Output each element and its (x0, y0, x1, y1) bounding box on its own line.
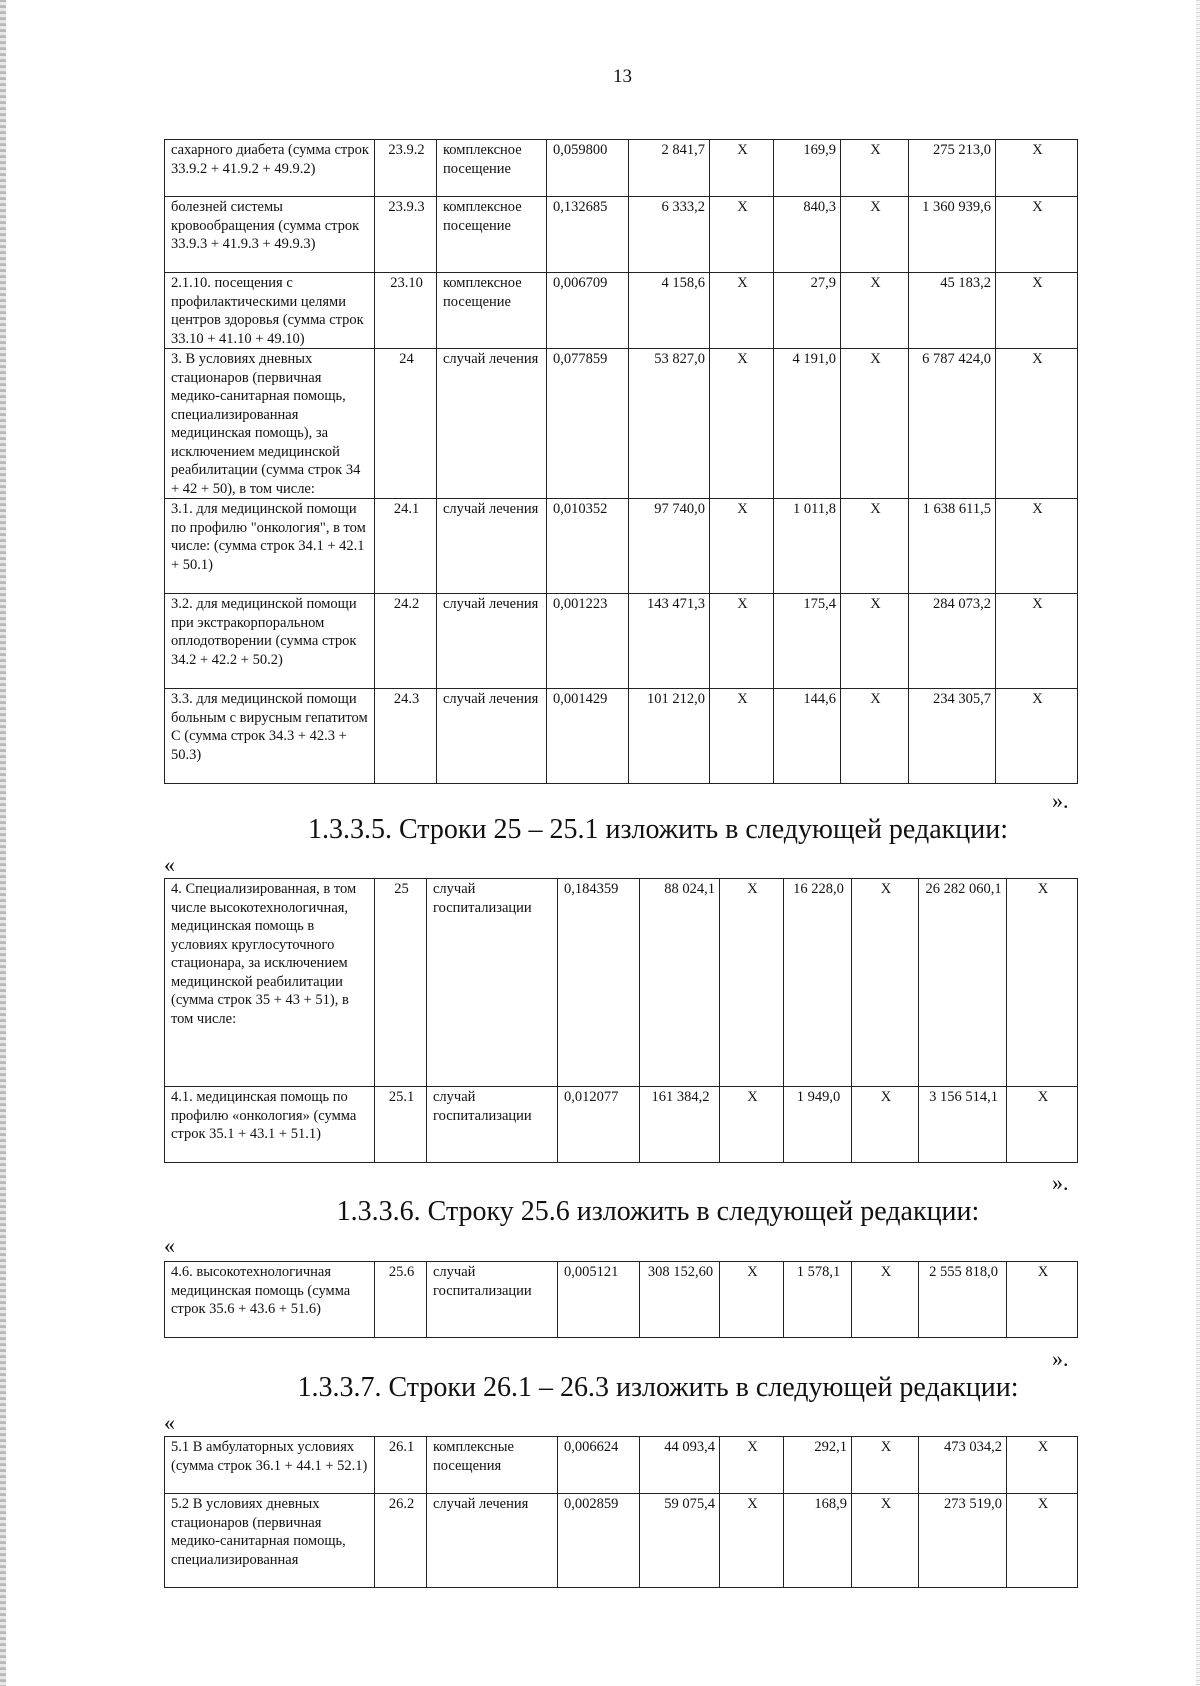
row-label: 4. Специализированная, в том числе высокотехнологичная, медицинская помощь в условиях круглосуточного стационара, за исключением медицинской реабилитации (сумма строк 35 + 43 + 51), в том числе: (165, 879, 375, 1087)
row-x3: X (1007, 1262, 1078, 1338)
scan-left-edge (0, 0, 6, 1686)
row-x1: X (720, 1437, 784, 1494)
row-code: 24.3 (375, 689, 437, 784)
row-cost: 101 212,0 (629, 689, 710, 784)
row-x1: X (720, 1087, 784, 1163)
row-code: 23.9.2 (375, 140, 437, 197)
row-x2: X (852, 1087, 919, 1163)
row-unit: случай лечения (437, 594, 547, 689)
row-unit: случай лечения (437, 499, 547, 594)
row-norm: 0,006709 (547, 273, 629, 349)
table-row (165, 1087, 1078, 1163)
row-x2: X (841, 140, 909, 197)
row-code: 24.1 (375, 499, 437, 594)
row-unit: случай лечения (427, 1494, 558, 1588)
row-total: 2 555 818,0 (919, 1262, 1007, 1338)
row-cost: 2 841,7 (629, 140, 710, 197)
row-code: 25.1 (375, 1087, 427, 1163)
row-code: 24.2 (375, 594, 437, 689)
row-x2: X (841, 689, 909, 784)
row-label: 5.2 В условиях дневных стационаров (первичная медико-санитарная помощь, специализированная (165, 1494, 375, 1588)
row-norm: 0,010352 (547, 499, 629, 594)
row-x1: X (710, 499, 774, 594)
row-x1: X (710, 349, 774, 499)
row-x1: X (710, 140, 774, 197)
row-cost: 59 075,4 (640, 1494, 720, 1588)
row-total: 234 305,7 (909, 689, 996, 784)
row-code: 23.9.3 (375, 197, 437, 273)
table-rows-25 (164, 878, 1078, 1163)
row-x3: X (996, 197, 1078, 273)
row-norm: 0,077859 (547, 349, 629, 499)
row-cost: 4 158,6 (629, 273, 710, 349)
row-label: 4.1. медицинская помощь по профилю «онкология» (сумма строк 35.1 + 43.1 + 51.1) (165, 1087, 375, 1163)
row-unit: случай госпитализации (427, 1262, 558, 1338)
row-x3: X (996, 349, 1078, 499)
row-label: 3.3. для медицинской помощи больным с вирусным гепатитом С (сумма строк 34.3 + 42.3 + 50.3) (165, 689, 375, 784)
row-total: 275 213,0 (909, 140, 996, 197)
row-x2: X (852, 1262, 919, 1338)
row-unit: случай лечения (437, 689, 547, 784)
row-x1: X (720, 1494, 784, 1588)
row-total: 1 360 939,6 (909, 197, 996, 273)
section-heading: 1.3.3.6. Строку 25.6 изложить в следующей редакции: (336, 1196, 980, 1227)
row-norm: 0,001223 (547, 594, 629, 689)
row-norm: 0,059800 (547, 140, 629, 197)
table-rows-23-24 (164, 139, 1078, 784)
row-x3: X (996, 499, 1078, 594)
row-per-capita: 16 228,0 (784, 879, 852, 1087)
row-code: 26.2 (375, 1494, 427, 1588)
row-cost: 53 827,0 (629, 349, 710, 499)
table-row (165, 594, 1078, 689)
row-total: 284 073,2 (909, 594, 996, 689)
table-row (165, 1262, 1078, 1338)
row-x1: X (710, 594, 774, 689)
row-x3: X (996, 273, 1078, 349)
row-per-capita: 1 011,8 (774, 499, 841, 594)
table-row (165, 273, 1078, 349)
row-x2: X (841, 273, 909, 349)
row-total: 6 787 424,0 (909, 349, 996, 499)
opening-quote: « (164, 852, 175, 877)
row-x3: X (996, 140, 1078, 197)
row-unit: комплексное посещение (437, 140, 547, 197)
row-cost: 161 384,2 (640, 1087, 720, 1163)
section-heading: 1.3.3.7. Строки 26.1 – 26.3 изложить в следующей редакции: (297, 1372, 1019, 1403)
table-row (165, 349, 1078, 499)
row-x3: X (1007, 1494, 1078, 1588)
row-x2: X (852, 879, 919, 1087)
row-label: 2.1.10. посещения с профилактическими целями центров здоровья (сумма строк 33.10 + 41.10 + 49.10) (165, 273, 375, 349)
row-label: 4.6. высокотехнологичная медицинская помощь (сумма строк 35.6 + 43.6 + 51.6) (165, 1262, 375, 1338)
row-norm: 0,002859 (558, 1494, 640, 1588)
row-unit: комплексное посещение (437, 273, 547, 349)
row-x1: X (720, 1262, 784, 1338)
row-x3: X (996, 689, 1078, 784)
row-unit: случай лечения (437, 349, 547, 499)
row-norm: 0,012077 (558, 1087, 640, 1163)
row-code: 25.6 (375, 1262, 427, 1338)
closing-quote: ». (1052, 788, 1069, 813)
opening-quote: « (164, 1410, 175, 1435)
row-x1: X (720, 879, 784, 1087)
row-cost: 44 093,4 (640, 1437, 720, 1494)
row-x2: X (852, 1437, 919, 1494)
row-x3: X (1007, 1087, 1078, 1163)
section-heading: 1.3.3.5. Строки 25 – 25.1 изложить в следующей редакции: (307, 814, 1008, 845)
row-x1: X (710, 273, 774, 349)
row-label: 3. В условиях дневных стационаров (первичная медико-санитарная помощь, специализированная медицинская помощь), за исключением медицинской реабилитации (сумма строк 34 + 42 + 50), в том числе: (165, 349, 375, 499)
row-x3: X (1007, 879, 1078, 1087)
opening-quote: « (164, 1233, 175, 1258)
table-row (165, 689, 1078, 784)
row-unit: случай госпитализации (427, 1087, 558, 1163)
row-norm: 0,184359 (558, 879, 640, 1087)
row-code: 26.1 (375, 1437, 427, 1494)
row-label: сахарного диабета (сумма строк 33.9.2 + 41.9.2 + 49.9.2) (165, 140, 375, 197)
row-per-capita: 27,9 (774, 273, 841, 349)
row-norm: 0,132685 (547, 197, 629, 273)
row-x1: X (710, 689, 774, 784)
row-x3: X (996, 594, 1078, 689)
row-cost: 308 152,60 (640, 1262, 720, 1338)
row-x1: X (710, 197, 774, 273)
row-per-capita: 144,6 (774, 689, 841, 784)
row-code: 25 (375, 879, 427, 1087)
table-row (165, 140, 1078, 197)
row-norm: 0,001429 (547, 689, 629, 784)
row-x2: X (841, 349, 909, 499)
row-per-capita: 175,4 (774, 594, 841, 689)
row-total: 1 638 611,5 (909, 499, 996, 594)
row-label: 3.1. для медицинской помощи по профилю "онкология", в том числе: (сумма строк 34.1 + 42.1 + 50.1) (165, 499, 375, 594)
row-per-capita: 292,1 (784, 1437, 852, 1494)
table-row (165, 499, 1078, 594)
row-cost: 97 740,0 (629, 499, 710, 594)
row-total: 26 282 060,1 (919, 879, 1007, 1087)
row-total: 273 519,0 (919, 1494, 1007, 1588)
row-x3: X (1007, 1437, 1078, 1494)
row-total: 3 156 514,1 (919, 1087, 1007, 1163)
row-per-capita: 1 949,0 (784, 1087, 852, 1163)
row-unit: случай госпитализации (427, 879, 558, 1087)
row-x2: X (852, 1494, 919, 1588)
row-code: 23.10 (375, 273, 437, 349)
closing-quote: ». (1052, 1170, 1069, 1195)
row-unit: комплексные посещения (427, 1437, 558, 1494)
row-total: 45 183,2 (909, 273, 996, 349)
row-per-capita: 169,9 (774, 140, 841, 197)
row-label: болезней системы кровообращения (сумма строк 33.9.3 + 41.9.3 + 49.9.3) (165, 197, 375, 273)
row-total: 473 034,2 (919, 1437, 1007, 1494)
table-row-25-6 (164, 1261, 1078, 1338)
row-per-capita: 840,3 (774, 197, 841, 273)
row-cost: 6 333,2 (629, 197, 710, 273)
row-x2: X (841, 197, 909, 273)
row-per-capita: 168,9 (784, 1494, 852, 1588)
row-label: 5.1 В амбулаторных условиях (сумма строк 36.1 + 44.1 + 52.1) (165, 1437, 375, 1494)
row-unit: комплексное посещение (437, 197, 547, 273)
page-number: 13 (613, 66, 632, 87)
row-norm: 0,005121 (558, 1262, 640, 1338)
row-cost: 88 024,1 (640, 879, 720, 1087)
row-x2: X (841, 594, 909, 689)
table-row (165, 879, 1078, 1087)
row-x2: X (841, 499, 909, 594)
closing-quote: ». (1052, 1346, 1069, 1371)
table-row (165, 1437, 1078, 1494)
row-cost: 143 471,3 (629, 594, 710, 689)
row-per-capita: 1 578,1 (784, 1262, 852, 1338)
row-per-capita: 4 191,0 (774, 349, 841, 499)
row-norm: 0,006624 (558, 1437, 640, 1494)
row-code: 24 (375, 349, 437, 499)
table-row (165, 1494, 1078, 1588)
row-label: 3.2. для медицинской помощи при экстракорпоральном оплодотворении (сумма строк 34.2 + 42.2 + 50.2) (165, 594, 375, 689)
table-row (165, 197, 1078, 273)
table-rows-26 (164, 1436, 1078, 1588)
